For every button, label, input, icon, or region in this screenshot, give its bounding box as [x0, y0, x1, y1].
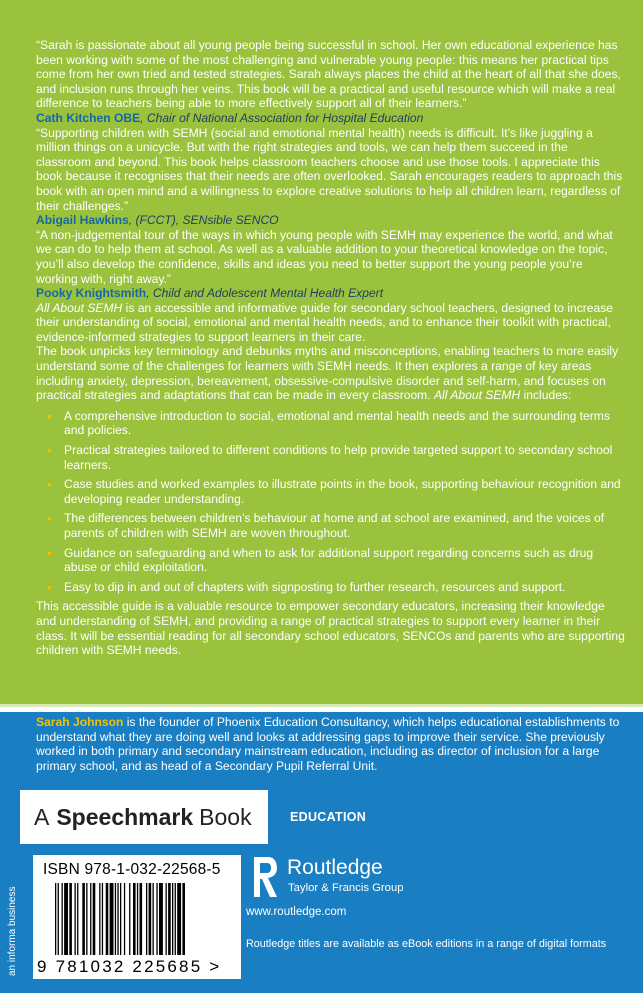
- author-bio-text: is the founder of Phoenix Education Consultancy, which helps educational establishments to understand what they are doing well and looks at addressing gaps to improve their service. She previously worked in both primary and secondary mainstream education, including as director of inclusion for a large primary school, and as head of a Secondary Pupil Referral Unit.: [36, 715, 620, 773]
- publisher-name: Routledge: [287, 856, 383, 879]
- description-text: is an accessible and informative guide for secondary school teachers, designed to increase their understanding of social, emotional and mental health needs, and to enhance their toolkit with practical, evidence-informed strategies to support learners in their care.: [36, 300, 614, 344]
- closing-paragraph: This accessible guide is a valuable resource to empower secondary educators, increasing their knowledge and understanding of SEMH, and providing a range of practical strategies to support every learner in their class. It will be essential reading for all secondary school educators, SENCOs and parents who are supporting children with SEMH needs.: [36, 599, 625, 658]
- isbn-number: ISBN 978-1-032-22568-5: [43, 861, 221, 878]
- ebook-note: Routledge titles are available as eBook editions in a range of digital formats: [246, 938, 607, 950]
- publisher-url[interactable]: www.routledge.com: [246, 906, 347, 918]
- routledge-logo-icon: [252, 855, 278, 899]
- barcode-bar: [102, 883, 103, 955]
- barcode-bar: [182, 883, 185, 955]
- endorser-name: Abigail Hawkins: [36, 213, 129, 228]
- endorsement-quote: “Supporting children with SEMH (social and emotional mental health) needs is difficult. It’s like juggling a million things on a unicycle. But with the right strategies and tools, we can help them succeed in the classroom and beyond. This book helps classroom teachers choose and use those tools. I appreciate this book because it recognises that their needs are often overlooked. Sarah encourages readers to approach this book with an open mind and a willingness to explore creative solutions to help all children learn, regardless of their challenges.”: [36, 125, 623, 213]
- imprint-suffix: Book: [199, 803, 252, 830]
- barcode-digits: 9 781032 225685 >: [37, 957, 222, 976]
- barcode-bar: [106, 883, 109, 955]
- list-item: • The differences between children’s behaviour at home and at school are examined, and the voices of parents of children with SEMH are woven throughout.: [64, 511, 625, 540]
- endorser-role: , (FCCT), SENsible SENCO: [128, 213, 279, 228]
- barcode-bar: [133, 883, 136, 955]
- author-bio: [0, 712, 643, 790]
- barcode-bar: [166, 883, 167, 955]
- barcode-bar: [93, 883, 96, 955]
- list-item: • Case studies and worked examples to illustrate points in the book, supporting behaviour recognition and developing reader understanding.: [64, 477, 625, 506]
- barcode-bar: [177, 883, 181, 955]
- endorser-name: Pooky Knightsmith: [36, 286, 147, 301]
- book-description: [36, 301, 625, 345]
- barcode-bar: [120, 883, 121, 955]
- barcode-bar: [77, 883, 78, 955]
- barcode-bar: [140, 883, 143, 955]
- barcode-bar: [156, 883, 157, 955]
- author-name: Sarah Johnson: [36, 715, 124, 729]
- barcode-bar: [62, 883, 63, 955]
- endorsement-quote: “Sarah is passionate about all young people being successful in school. Her own educational experience has been working with some of the most challenging and vulnerable young people: this means her practical tips come from her own tried and tested strategies. Sarah always places the child at the heart of all that she does, and inclusion runs through her veins. This book will be a practical and useful resource which will make a real difference to teachers being able to more effectively support all of their learners.”: [36, 38, 621, 111]
- imprint-article: A: [34, 803, 50, 830]
- list-item: • Easy to dip in and out of chapters with signposting to further research, resources and support.: [64, 580, 625, 595]
- category-label: EDUCATION: [290, 810, 367, 824]
- imprint-brand: Speechmark: [56, 803, 194, 830]
- barcode-bars: [55, 883, 237, 955]
- barcode-bar: [90, 883, 91, 955]
- barcode-bar: [129, 883, 130, 955]
- barcode-bar: [175, 883, 176, 955]
- barcode-bar: [153, 883, 154, 955]
- barcode-bar: [117, 883, 118, 955]
- endorsement-attribution: [36, 286, 625, 301]
- barcode-bar: [168, 883, 171, 955]
- book-title: All About SEMH: [433, 388, 521, 403]
- barcode-bar: [82, 883, 85, 955]
- barcode-bar: [99, 883, 100, 955]
- imprint-logo: [20, 790, 268, 844]
- barcode-bar: [64, 883, 68, 955]
- barcode-bar: [55, 883, 56, 955]
- barcode-bar: [110, 883, 114, 955]
- overview-tail: includes:: [520, 388, 572, 403]
- isbn-barcode: [33, 855, 241, 979]
- informa-tagline: an informa business: [7, 886, 18, 976]
- list-item: • Practical strategies tailored to different conditions to help provide targeted support to secondary school learners.: [64, 443, 625, 472]
- endorsement-quote: “A non-judgemental tour of the ways in which young people with SEMH may experience the world, and what we can do to help them at school. As well as a valuable addition to your theoretical knowledge on the topic, you’ll also develop the confidence, skills and ideas you need to better support the young people you’re working with, right away.”: [36, 227, 613, 286]
- publisher-group: Taylor & Francis Group: [288, 882, 404, 894]
- endorser-role: , Chair of National Association for Hospital Education: [140, 110, 424, 125]
- endorsement-attribution: [36, 213, 625, 228]
- overview-text: The book unpicks key terminology and debunks myths and misconceptions, enabling teachers to more easily understand some of the challenges for learners with SEMH needs. It then explores a range of key areas including anxiety, depression, bereavement, obsessive-compulsive disorder and self-harm, and focuses on practical strategies and adaptations that can be made in every classroom.: [36, 344, 619, 403]
- barcode-bar: [75, 883, 76, 955]
- list-item: • Guidance on safeguarding and when to ask for additional support regarding concerns such as drug abuse or child exploitation.: [64, 546, 625, 575]
- barcode-bar: [58, 883, 59, 955]
- barcode-bar: [124, 883, 125, 955]
- barcode-bar: [172, 883, 173, 955]
- endorsement-attribution: [36, 111, 625, 126]
- book-title: All About SEMH: [36, 300, 123, 315]
- list-item: • A comprehensive introduction to social, emotional and mental health needs and the surrounding terms and policies.: [64, 409, 625, 438]
- feature-list: [64, 409, 625, 595]
- endorser-name: Cath Kitchen OBE: [36, 110, 141, 125]
- divider-stripe: [0, 704, 643, 712]
- barcode-bar: [149, 883, 152, 955]
- barcode-bar: [115, 883, 116, 955]
- barcode-bar: [146, 883, 147, 955]
- barcode-bar: [69, 883, 72, 955]
- book-overview: [36, 344, 625, 402]
- barcode-bar: [86, 883, 87, 955]
- barcode-bar: [137, 883, 138, 955]
- barcode-bar: [159, 883, 163, 955]
- endorser-role: , Child and Adolescent Mental Health Expert: [146, 286, 384, 301]
